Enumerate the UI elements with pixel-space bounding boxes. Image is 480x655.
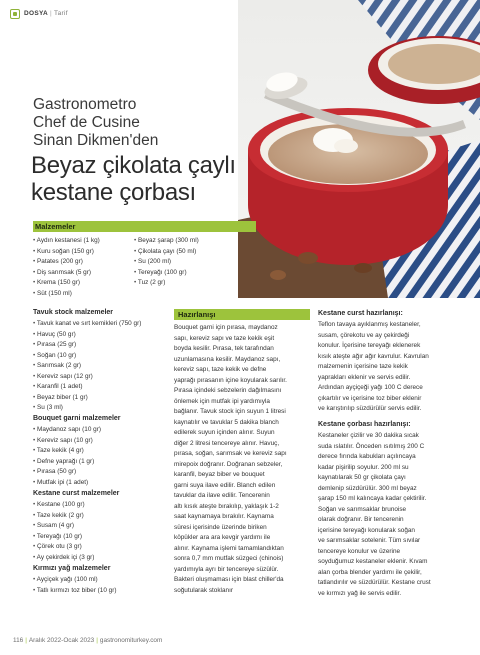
text-line: alınır. Kaynama işlemi tamamlandıktan [174,544,284,552]
text-line: garni suya ilave edilir. Blanch edilen [174,481,276,489]
soup-photo [238,0,480,298]
text-line: sonra 0,7 mm mutfak süzgeci (chinois) [174,555,284,562]
text-line: tencereye konulur ve üzerine [318,547,401,555]
crust-heading: Kestane curst hazırlanışı: [318,310,403,317]
list-item: • Çörek otu (3 gr) [33,542,94,553]
text-line: saat kaynamaya bırakılır. Kaynama [174,513,274,520]
section-list [33,500,94,563]
ingredients-left [33,236,100,299]
list-item: • Tatlı kırmızı toz biber (10 gr) [33,586,116,597]
list-item: • Kestane (100 gr) [33,500,94,511]
section-list [33,575,116,596]
section-separator: | [50,10,53,17]
list-item: • Beyaz biber (1 gr) [33,393,141,404]
text-line: Bouquet garni için pırasa, maydanoz [174,324,278,331]
list-item: • Sarımsak (2 gr) [33,361,141,372]
text-line: çıkartılır ve içerisine toz biber eklenir [318,394,422,402]
preparation-text [174,323,287,596]
crust-text [318,320,429,415]
text-line: yardımıyla ayrı bir tencereye süzülür. [174,565,279,573]
list-item: • Aydın kestanesi (1 kg) [33,236,100,247]
text-line: ve kırmızı yağ ile servis edilir. [318,589,402,597]
text-line: Bakteri oluşmaması için blast chiller'da [174,576,284,583]
ingredients-heading: Malzemeler [35,222,76,231]
list-item: • Ayçiçek yağı (100 ml) [33,575,116,586]
list-item: • Defne yaprağı (1 gr) [33,457,101,468]
text-line: diğer 2 litresi tencereye alınır. Havuç, [174,439,280,447]
text-line: sapı, kereviz sapı ve taze kekik eşit [174,334,275,342]
footer-separator: | [96,637,98,644]
section-list [33,425,101,488]
page-number: 116 [13,637,24,644]
footer-separator: | [25,637,27,644]
list-item: • Mutfak ipi (1 adet) [33,478,101,489]
text-line: soyduğumuz kestaneler eklenir. Kıvam [318,558,428,565]
text-line: kaynatılarak 50 gr çikolata çayı [318,474,406,481]
subsection-name: Tarif [54,10,68,17]
text-line: uzunlamasına kesilir. Maydanoz sapı, [174,355,281,363]
list-item: • Patates (200 gr) [33,257,100,268]
chef-credit [33,96,158,150]
text-line: yaprakları eklenir ve servis edilir. [318,373,411,381]
section-title: Bouquet garni malzemeler [33,415,121,422]
text-line: alan çorba blender yardımı ile çekilir, [318,568,422,576]
text-line: soğutularak stoklanır [174,586,233,594]
text-line: kısık ateşte ağır ağır kavrulur. Kavrulan [318,352,429,360]
list-item: • Maydanoz sapı (10 gr) [33,425,101,436]
text-line: olarak doğranır. Bir tencerenin [318,516,404,523]
list-item: • Süt (150 ml) [33,289,100,300]
list-item: • Ay çekirdek içi (3 gr) [33,553,94,564]
text-line: Pırasa içindeki sebzelerin dağılmasını [174,387,282,394]
list-item: • Tereyağı (100 gr) [134,268,199,279]
website: gastronomiturkey.com [99,637,163,644]
recipe-title [31,152,236,206]
list-item: • Taze kekik (4 gr) [33,446,101,457]
chef-line: Sinan Dikmen'den [33,132,159,149]
text-line: suda ıslatılır. Önceden ısıtılmış 200 C [318,442,425,450]
list-item: • Tavuk kanat ve sırt kemikleri (750 gr) [33,319,141,330]
section-label [24,9,68,19]
list-item: • Kereviz sapı (12 gr) [33,372,141,383]
soup-text [318,431,431,599]
list-item: • Pırasa (25 gr) [33,340,141,351]
title-line: kestane çorbası [31,179,196,206]
soup-heading: Kestane çorbası hazırlanışı: [318,421,411,428]
text-line: boyda kesilir. Pırasa, tek tarafından [174,345,274,352]
text-line: malzemenin içerisine taze kekik [318,363,408,370]
text-line: tavuklar da ilave edilir. Tencerenin [174,492,270,499]
text-line: bağlanır. Tavuk stock için suyun 1 litresi [174,408,286,415]
section-title: Kestane curst malzemeler [33,490,120,497]
preparation-heading: Hazırlanışı [178,310,216,319]
text-line: kaynatılır ve tavuklar 5 dakika blanch [174,418,279,426]
list-item: • Çikolata çayı (50 ml) [134,247,199,258]
text-line: Kestaneler çizilir ve 30 dakika sıcak [318,432,419,439]
text-line: konulur. İçerisine tereyağı eklenerek [318,342,421,349]
list-item: • Soğan (10 gr) [33,351,141,362]
text-line: kereviz sapı, taze kekik ve defne [174,366,267,373]
text-line: Ardından ayçiçeği yağı 100 C derece [318,384,423,391]
ingredients-right [134,236,199,289]
text-line: susam, çörekotu ve ay çekirdeği [318,331,410,339]
section-name: DOSYA [24,10,49,17]
list-item: • Havuç (50 gr) [33,330,141,341]
list-item: • Beyaz şarap (300 ml) [134,236,199,247]
text-line: şarap 150 ml kalıncaya kadar çektirilir. [318,495,427,502]
text-line: demlenip süzdürülür. 300 ml beyaz [318,484,417,492]
text-line: Soğan ve sarımsaklar brunoise [318,505,407,513]
text-line: yaprağı pırasanın içine koyularak sarılır. [174,376,287,384]
text-line: kadar pişirilip soyulur. 200 ml su [318,463,409,471]
list-item: • Tuz (2 gr) [134,278,199,289]
list-item: • Kuru soğan (150 gr) [33,247,100,258]
text-line: mirepoix doğranır. Doğranan sebzeler, [174,460,283,468]
text-line: içerisine tereyağı konularak soğan [318,526,415,534]
text-line: edilerek suyun içinden alınır. Suyun [174,429,275,436]
chef-line: Gastronometro [33,96,137,113]
list-item: • Tereyağı (10 gr) [33,532,94,543]
title-line: Beyaz çikolata çaylı [31,152,236,179]
list-item: • Susam (4 gr) [33,521,94,532]
text-line: ve karıştırılıp süzdürülür servis edilir. [318,405,422,412]
text-line: önlemek için mutfak ipi yardımıyla [174,397,270,405]
text-line: ve sarımsaklar sotelenir. Tüm sıvılar [318,537,421,544]
list-item: • Krema (150 gr) [33,278,100,289]
list-item: • Diş sarımsak (5 gr) [33,268,100,279]
chef-line: Chef de Cusine [33,114,140,131]
list-item: • Su (200 ml) [134,257,199,268]
list-item: • Taze kekik (2 gr) [33,511,94,522]
text-line: köpükler ara ara kevgir yardımı ile [174,534,271,541]
list-item: • Su (3 ml) [33,403,141,414]
list-item: • Karanfil (1 adet) [33,382,141,393]
list-item: • Kereviz sapı (10 gr) [33,436,101,447]
text-line: altı kısık ateşte bırakılıp, yaklaşık 1-2 [174,502,279,510]
text-line: karanfil, beyaz biber ve bouquet [174,471,265,478]
text-line: Teflon tavaya ayıklanmış kestaneler, [318,321,421,328]
section-list [33,319,141,414]
section-title: Tavuk stock malzemeler [33,309,114,316]
page-footer [13,636,162,646]
section-icon [10,9,20,19]
text-line: süresi içerisinde üzerinde biriken [174,523,267,531]
text-line: derece fırında kabukları açılıncaya [318,453,416,460]
section-title: Kırmızı yağ malzemeler [33,565,111,572]
list-item: • Pırasa (50 gr) [33,467,101,478]
text-line: tatlandırılır ve süzdürülür. Kestane crust [318,579,431,586]
text-line: pırasa, soğan, sarımsak ve kereviz sapı [174,450,287,457]
issue-date: Aralık 2022-Ocak 2023 [28,637,95,644]
